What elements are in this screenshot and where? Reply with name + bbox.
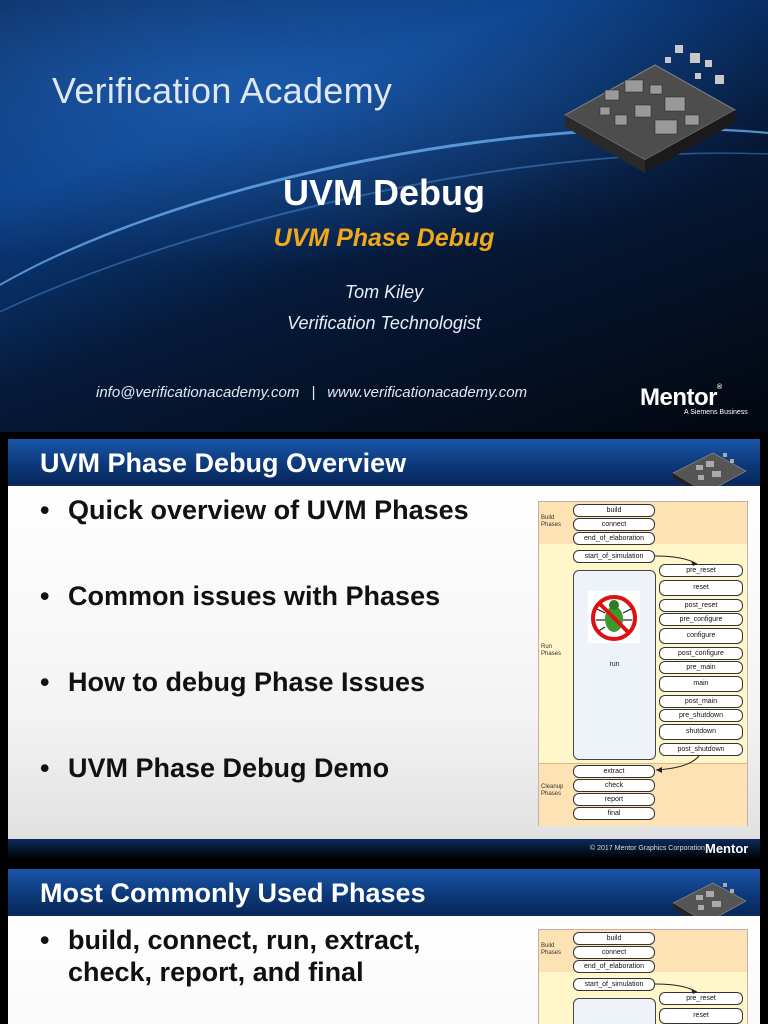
run-phase-label: run bbox=[609, 661, 620, 668]
phase-post-configure: post_configure bbox=[659, 647, 743, 660]
presentation-title: UVM Debug bbox=[283, 172, 485, 213]
phase-end-of-elaboration: end_of_elaboration bbox=[573, 532, 655, 545]
copyright-text: © 2017 Mentor Graphics Corporation bbox=[590, 845, 705, 852]
bullet-item: • Quick overview of UVM Phases bbox=[40, 495, 469, 525]
phase-reset: reset bbox=[659, 580, 743, 596]
phase-check: check bbox=[573, 779, 655, 792]
phase-final: final bbox=[573, 807, 655, 820]
phase-diagram bbox=[538, 501, 748, 826]
run-phases-label: Run Phases bbox=[541, 644, 562, 657]
bullet-item: • build, connect, run, extract, check, report, and final bbox=[40, 925, 421, 987]
bullet-item: • UVM Phase Debug Demo bbox=[40, 753, 390, 783]
phase-build: build bbox=[573, 504, 655, 517]
slide-title: UVM Phase Debug Overview bbox=[40, 448, 407, 478]
phase-shutdown: shutdown bbox=[659, 724, 743, 740]
title-slide bbox=[0, 0, 768, 432]
phase-pre-main: pre_main bbox=[659, 661, 743, 674]
phase-reset: reset bbox=[659, 1008, 743, 1024]
phase-post-reset: post_reset bbox=[659, 599, 743, 612]
phase-start-of-simulation: start_of_simulation bbox=[573, 978, 655, 991]
footer-mentor-logo: Mentor bbox=[705, 841, 749, 856]
phase-pre-configure: pre_configure bbox=[659, 613, 743, 626]
phase-pre-reset: pre_reset bbox=[659, 992, 743, 1005]
phase-configure: configure bbox=[659, 628, 743, 644]
slide-header bbox=[8, 439, 760, 486]
phase-main: main bbox=[659, 676, 743, 692]
website-link[interactable]: www.verificationacademy.com bbox=[327, 384, 528, 401]
presentation-subtitle: UVM Phase Debug bbox=[273, 224, 495, 252]
phase-post-main: post_main bbox=[659, 695, 743, 708]
phase-diagram bbox=[538, 929, 748, 1024]
phase-pre-reset: pre_reset bbox=[659, 564, 743, 577]
bullet-item: • How to debug Phase Issues bbox=[40, 667, 426, 697]
mentor-logo-text: Mentor bbox=[640, 384, 717, 411]
microchip-icon bbox=[545, 35, 745, 185]
bullet-item: • Common issues with Phases bbox=[40, 581, 441, 611]
contact-line bbox=[96, 384, 527, 401]
phase-post-shutdown: post_shutdown bbox=[659, 743, 743, 756]
phase-start-of-simulation: start_of_simulation bbox=[573, 550, 655, 563]
phase-build: build bbox=[573, 932, 655, 945]
phase-report: report bbox=[573, 793, 655, 806]
brand-title: Verification Academy bbox=[52, 70, 393, 111]
contact-separator: | bbox=[311, 384, 316, 401]
overview-slide bbox=[8, 439, 760, 860]
author-role: Verification Technologist bbox=[287, 313, 481, 333]
slide-header bbox=[8, 869, 760, 916]
phase-pre-shutdown: pre_shutdown bbox=[659, 709, 743, 722]
slide-footer bbox=[8, 839, 760, 860]
author-name: Tom Kiley bbox=[344, 282, 424, 302]
mentor-tagline: A Siemens Business bbox=[684, 409, 748, 416]
build-phases-label: Build Phases bbox=[541, 515, 562, 528]
phase-connect: connect bbox=[573, 946, 655, 959]
build-phases-label: Build Phases bbox=[541, 943, 562, 956]
registered-mark: ® bbox=[717, 384, 722, 391]
cleanup-phases-label: Cleanup Phases bbox=[541, 784, 564, 797]
slide-title: Most Commonly Used Phases bbox=[40, 878, 426, 908]
email-link[interactable]: info@verificationacademy.com bbox=[96, 384, 300, 401]
phase-flow-arrows bbox=[539, 930, 747, 1024]
phase-end-of-elaboration: end_of_elaboration bbox=[573, 960, 655, 973]
phase-connect: connect bbox=[573, 518, 655, 531]
mentor-logo bbox=[640, 384, 722, 412]
common-phases-slide bbox=[8, 869, 760, 1024]
phase-extract: extract bbox=[573, 765, 655, 778]
